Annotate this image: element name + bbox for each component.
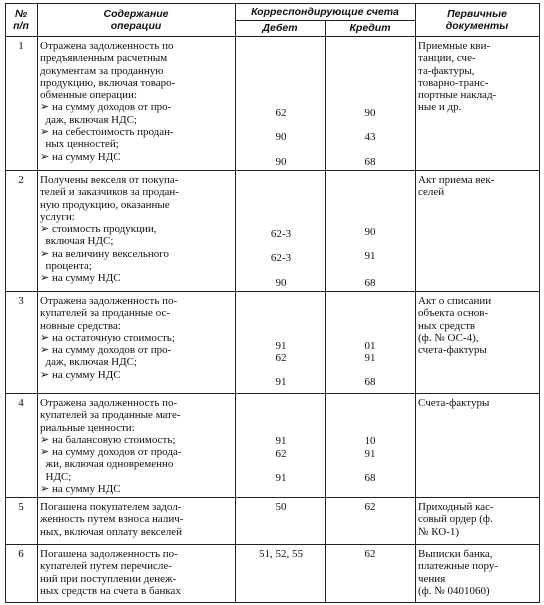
operation-description (40, 501, 232, 538)
description-line: процента; (40, 260, 92, 273)
documents-line: чения (418, 572, 446, 585)
description-line: даж, включая НДС; (40, 356, 137, 369)
header-content-line: операции (110, 20, 162, 32)
documents-line: (ф. № ОС-4), (418, 331, 479, 344)
description-line: ➢ на сумму доходов от прода- (40, 446, 182, 459)
description-line: купателей за проданные ос- (40, 307, 171, 320)
row-number: 4 (18, 397, 24, 409)
primary-documents (418, 174, 536, 199)
table-border-right (539, 3, 540, 603)
row-divider (5, 170, 539, 171)
description-line: Отражена задолженность по- (40, 295, 178, 307)
credit-account: 43 (364, 131, 376, 143)
debit-account: 62 (275, 107, 287, 119)
header-content (37, 8, 235, 32)
debit-account: 91 (275, 376, 287, 388)
credit-account: 68 (364, 156, 376, 168)
description-line: ➢ на сумму доходов от про- (40, 101, 172, 114)
header-documents (415, 8, 539, 32)
documents-line: Акт приема век- (418, 174, 495, 186)
row-number: 5 (18, 501, 24, 513)
credit-account: 62 (364, 548, 376, 560)
documents-line: Акт о списании (418, 295, 492, 307)
table-border-bottom (5, 602, 539, 603)
documents-line: товарно-транс- (418, 76, 489, 89)
credit-account: 91 (364, 352, 376, 364)
primary-documents (418, 397, 536, 409)
description-line: НДС; (40, 470, 72, 483)
column-divider (37, 3, 38, 603)
description-line: ➢ на сумму НДС (40, 272, 121, 285)
table-border-top (5, 3, 539, 4)
description-line: новные средства: (40, 319, 121, 332)
description-line: ➢ на остаточную стоимость; (40, 331, 175, 344)
debit-account: 91 (275, 472, 287, 484)
description-line: купателей за проданные мате- (40, 409, 181, 422)
description-line: риальные ценности: (40, 421, 135, 434)
documents-line: (ф. № 0401060) (418, 584, 490, 597)
description-line: Погашена задолженность по- (40, 548, 178, 560)
documents-line: счета-фактуры (418, 344, 487, 357)
operation-description (40, 174, 232, 285)
debit-account: 62-3 (270, 252, 292, 264)
description-line: предъявленным расчетным (40, 52, 168, 65)
credit-account: 91 (364, 448, 376, 460)
row-number: 6 (18, 548, 24, 560)
debit-account: 91 (275, 340, 287, 352)
description-line: ➢ на сумму доходов от про- (40, 344, 172, 357)
description-line: ний при поступлении денеж- (40, 572, 177, 585)
description-line: купателей путем перечисле- (40, 560, 172, 573)
description-line: женность путем взноса налич- (40, 513, 184, 526)
documents-line: танции, сче- (418, 52, 476, 65)
debit-account: 51, 52, 55 (259, 548, 303, 560)
debit-account: 90 (275, 156, 287, 168)
documents-line: объекта основ- (418, 307, 489, 320)
documents-line: Приемные кви- (418, 40, 491, 52)
header-debit: Дебет (262, 22, 298, 34)
description-line: Отражена задолженность по (40, 40, 174, 52)
row-number: 2 (18, 174, 24, 186)
description-line: ➢ на себестоимость продан- (40, 126, 174, 139)
credit-account: 90 (364, 107, 376, 119)
documents-line: селей (418, 186, 445, 199)
description-line: ➢ на сумму НДС (40, 483, 121, 496)
header-bottom-line (5, 36, 539, 37)
credit-account: 10 (364, 435, 376, 447)
description-line: документам за проданную (40, 64, 164, 77)
row-number: 1 (18, 40, 24, 52)
header-divider (235, 20, 415, 21)
description-line: ➢ на сумму НДС (40, 150, 121, 163)
row-divider (5, 393, 539, 394)
description-line: даж, включая НДС; (40, 113, 137, 126)
credit-account: 90 (364, 226, 376, 238)
credit-account: 62 (364, 501, 376, 513)
operation-description (40, 40, 232, 163)
description-line: ных, включая оплату векселей (40, 525, 182, 538)
description-line: ➢ на балансовую стоимость; (40, 433, 176, 446)
debit-account: 62 (275, 448, 287, 460)
row-divider (5, 544, 539, 545)
documents-line: Приходный кас- (418, 501, 494, 513)
description-line: Получены векселя от покупа- (40, 174, 179, 186)
description-line: ную продукцию, оказанные (40, 198, 170, 211)
description-line: обменные операции: (40, 89, 137, 102)
row-divider (5, 497, 539, 498)
description-line: телей и заказчиков за продан- (40, 186, 179, 199)
credit-account: 01 (364, 340, 376, 352)
description-line: Погашена покупателем задол- (40, 501, 182, 513)
primary-documents (418, 548, 536, 597)
operation-description (40, 548, 232, 597)
row-divider (5, 291, 539, 292)
description-line: ных средств на счета в банках (40, 584, 181, 597)
operation-description (40, 295, 232, 381)
column-divider (415, 3, 416, 603)
description-line: Отражена задолженность по- (40, 397, 178, 409)
description-line: включая НДС; (40, 235, 114, 248)
documents-line: портные наклад- (418, 89, 497, 102)
header-number (5, 8, 37, 32)
documents-line: ные и др. (418, 101, 462, 114)
header-documents-line: документы (445, 20, 509, 32)
debit-account: 62-3 (270, 228, 292, 240)
credit-account: 68 (364, 277, 376, 289)
documents-line: Счета-фактуры (418, 397, 490, 409)
header-content-line: Содержание (103, 8, 169, 20)
description-line: ➢ стоимость продукции, (40, 223, 157, 236)
description-line: ➢ на величину вексельного (40, 247, 170, 260)
row-number: 3 (18, 295, 24, 307)
operation-description (40, 397, 232, 495)
documents-line: та-фактуры, (418, 64, 475, 77)
documents-line: ных средств (418, 319, 476, 332)
header-accounts: Корреспондирующие счета (251, 6, 399, 18)
header-number-line: п/п (13, 20, 29, 32)
debit-account: 62 (275, 352, 287, 364)
credit-account: 68 (364, 472, 376, 484)
documents-line: Выписки банка, (418, 548, 493, 560)
primary-documents (418, 40, 536, 114)
primary-documents (418, 501, 536, 538)
debit-account: 91 (275, 435, 287, 447)
primary-documents (418, 295, 536, 356)
description-line: продукцию, включая товаро- (40, 76, 176, 89)
credit-account: 68 (364, 376, 376, 388)
credit-account: 91 (364, 250, 376, 262)
description-line: услуги: (40, 210, 75, 223)
description-line: ➢ на сумму НДС (40, 368, 121, 381)
header-credit: Кредит (349, 22, 391, 34)
documents-line: совый ордер (ф. (418, 513, 493, 526)
description-line: ных ценностей; (40, 138, 119, 151)
debit-account: 90 (275, 131, 287, 143)
description-line: жи, включая одновременно (40, 458, 174, 471)
header-number-line: № (14, 8, 28, 20)
debit-account: 50 (275, 501, 287, 513)
documents-line: платежные пору- (418, 560, 499, 573)
debit-account: 90 (275, 277, 287, 289)
header-documents-line: Первичные (447, 8, 507, 20)
documents-line: № КО-1) (418, 525, 460, 538)
